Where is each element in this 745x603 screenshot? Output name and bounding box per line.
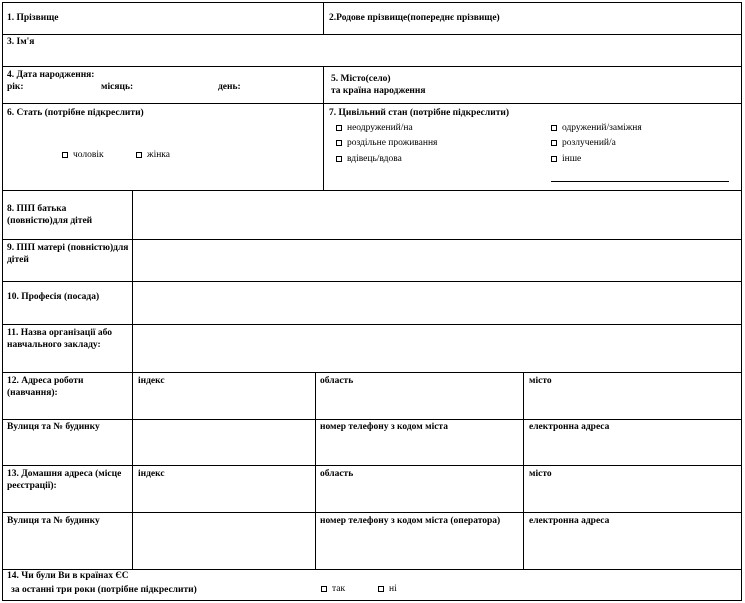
birth-month-label: місяць: (101, 82, 134, 92)
checkbox-icon[interactable] (321, 586, 327, 592)
birth-date-label: 4. Дата народження: (7, 70, 95, 80)
row-divider (3, 465, 741, 466)
mother-name-label: 9. ПІП матері (повністю)для дітей (7, 243, 129, 265)
eu-visit-option-yes[interactable]: так (321, 584, 345, 594)
sex-option-female[interactable]: жінка (136, 150, 170, 160)
profession-label: 10. Професія (посада) (7, 292, 100, 302)
eu-visit-label: 14. Чи були Ви в країнах ЄС (7, 571, 129, 581)
row-divider (3, 66, 741, 67)
checkbox-icon[interactable] (136, 152, 142, 158)
row-divider (3, 324, 741, 325)
organization-label: 11. Назва організації або навчального закладу: (7, 328, 112, 350)
surname-label: 1. Прізвище (7, 13, 59, 23)
marital-option-widowed[interactable]: вдівець/вдова (336, 154, 402, 164)
work-region-label: область (320, 376, 354, 386)
row-divider (3, 34, 741, 35)
row-divider (3, 103, 741, 104)
birth-place-label: 5. Місто(село) (331, 74, 391, 84)
col-divider (315, 372, 316, 569)
maiden-name-label: 2.Родове прізвище(попереднє прізвище) (329, 13, 500, 23)
home-region-label: область (320, 469, 354, 479)
birth-place-label-2: та країна народження (331, 86, 426, 96)
work-address-label: 12. Адреса роботи (навчання): (7, 376, 84, 398)
eu-visit-label-2: за останні три роки (потрібне підкреслити) (11, 585, 197, 595)
row-divider (3, 512, 741, 513)
sex-label: 6. Стать (потрібне підкреслити) (7, 108, 144, 118)
eu-visit-option-no[interactable]: ні (378, 584, 397, 594)
marital-status-label: 7. Цивільний стан (потрібне підкреслити) (329, 108, 509, 118)
checkbox-icon[interactable] (551, 125, 557, 131)
first-name-label: 3. Ім'я (7, 37, 35, 47)
home-email-label: електронна адреса (529, 516, 610, 526)
col-divider (523, 372, 524, 569)
work-index-label: індекс (138, 376, 165, 386)
marital-option-divorced[interactable]: розлучений/а (551, 138, 616, 148)
home-address-label: 13. Домашня адреса (місце реєстрації): (7, 469, 122, 491)
checkbox-icon[interactable] (62, 152, 68, 158)
home-street-label: Вулиця та № будинку (7, 516, 100, 526)
sex-option-male[interactable]: чоловік (62, 150, 104, 160)
col-divider (132, 190, 133, 569)
col-divider (323, 3, 324, 34)
checkbox-icon[interactable] (551, 140, 557, 146)
other-status-line[interactable] (551, 181, 729, 182)
work-phone-label: номер телефону з кодом міста (320, 422, 448, 432)
work-street-label: Вулиця та № будинку (7, 422, 100, 432)
checkbox-icon[interactable] (336, 140, 342, 146)
home-phone-label: номер телефону з кодом міста (оператора) (320, 516, 501, 526)
application-form (2, 2, 742, 601)
checkbox-icon[interactable] (551, 156, 557, 162)
checkbox-icon[interactable] (378, 586, 384, 592)
marital-option-married[interactable]: одружений/заміжня (551, 123, 642, 133)
row-divider (3, 372, 741, 373)
marital-option-separated[interactable]: роздільне проживання (336, 138, 437, 148)
row-divider (3, 190, 741, 191)
home-city-label: місто (529, 469, 552, 479)
marital-option-other[interactable]: інше (551, 154, 581, 164)
birth-day-label: день: (218, 82, 241, 92)
row-divider (3, 419, 741, 420)
col-divider (323, 66, 324, 190)
work-city-label: місто (529, 376, 552, 386)
checkbox-icon[interactable] (336, 156, 342, 162)
home-index-label: індекс (138, 469, 165, 479)
father-name-label: 8. ПІП батька (повністю)для дітей (7, 204, 93, 226)
checkbox-icon[interactable] (336, 125, 342, 131)
row-divider (3, 281, 741, 282)
row-divider (3, 239, 741, 240)
work-email-label: електронна адреса (529, 422, 610, 432)
marital-option-single[interactable]: неодружений/на (336, 123, 413, 133)
birth-year-label: рік: (7, 82, 24, 92)
